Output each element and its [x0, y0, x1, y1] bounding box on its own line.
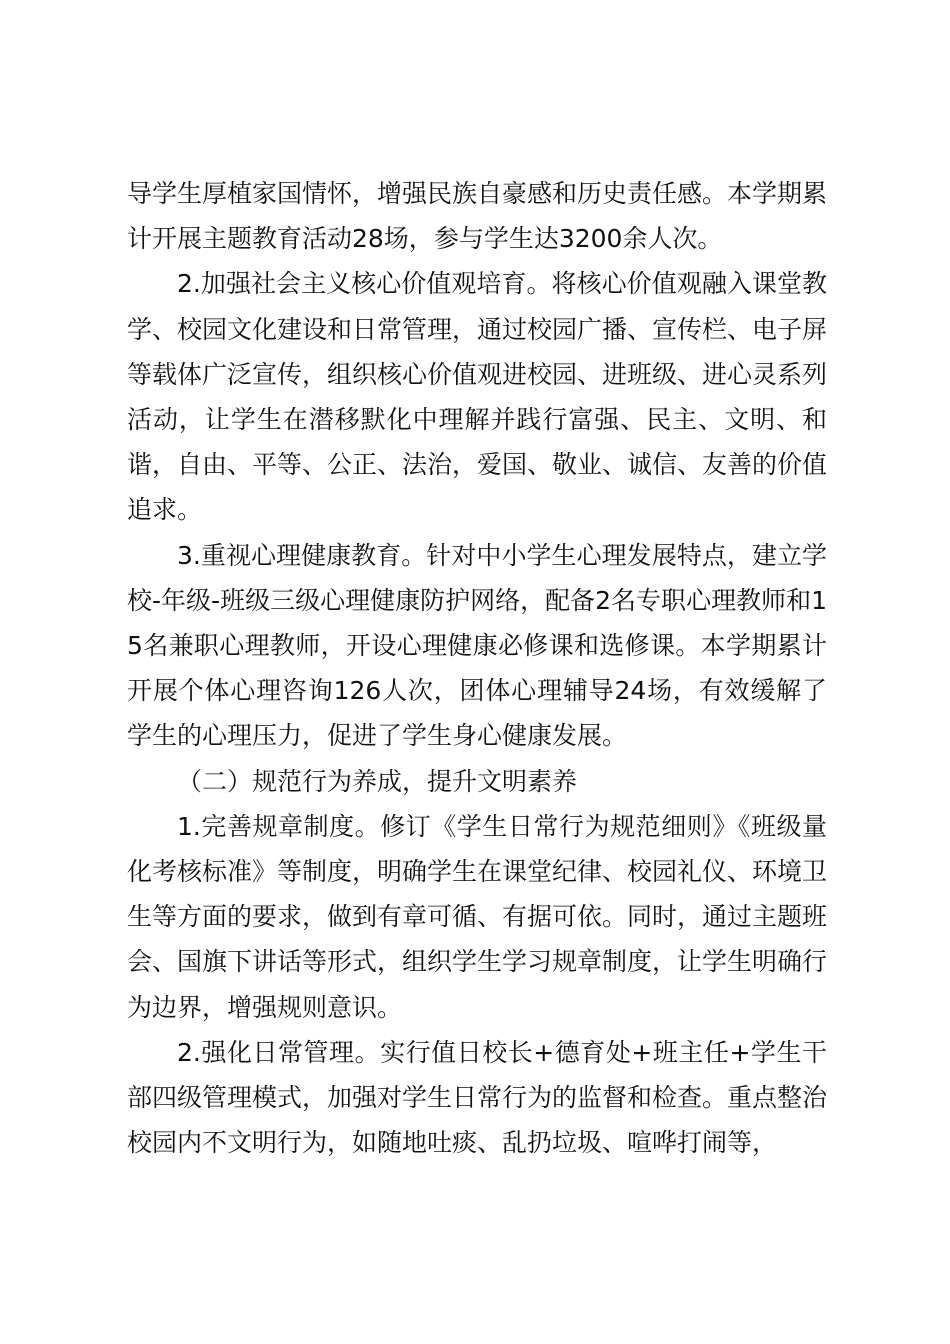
- paragraph-continuation: 导学生厚植家国情怀，增强民族自豪感和历史责任感。本学期累计开展主题教育活动28场，参与学生达3200余人次。: [127, 179, 828, 254]
- paragraph-daily-management: 2.强化日常管理。实行值日校长+德育处+班主任+学生干部四级管理模式，加强对学生日常行为的监督和检查。重点整治校园内不文明行为，如随地吐痰、乱扔垃圾、喧哗打闹等，: [127, 1037, 828, 1158]
- section-heading: （二）规范行为养成，提升文明素养: [177, 766, 578, 796]
- paragraph-core-values: 2.加强社会主义核心价值观培育。将核心价值观融入课堂教学、校园文化建设和日常管理，通过校园广播、宣传栏、电子屏等载体广泛宣传，组织核心价值观进校园、进班级、进心灵系列活动，让学生在潜移默化中理解并践行富强、民主、文明、和谐，自由、平等、公正、法治，爱国、敬业、诚信、友善的价值追求。: [127, 269, 828, 525]
- document-body: [127, 171, 827, 1165]
- paragraph-regulations: 1.完善规章制度。修订《学生日常行为规范细则》《班级量化考核标准》等制度，明确学生在课堂纪律、校园礼仪、环境卫生等方面的要求，做到有章可循、有据可依。同时，通过主题班会、国旗下讲话等形式，组织学生学习规章制度，让学生明确行为边界，增强规则意识。: [127, 811, 828, 1022]
- paragraph-mental-health: 3.重视心理健康教育。针对中小学生心理发展特点，建立学校-年级-班级三级心理健康防护网络，配备2名专职心理教师和15名兼职心理教师，开设心理健康必修课和选修课。本学期累计开展个体心理咨询126人次，团体心理辅导24场，有效缓解了学生的心理压力，促进了学生身心健康发展。: [127, 540, 827, 751]
